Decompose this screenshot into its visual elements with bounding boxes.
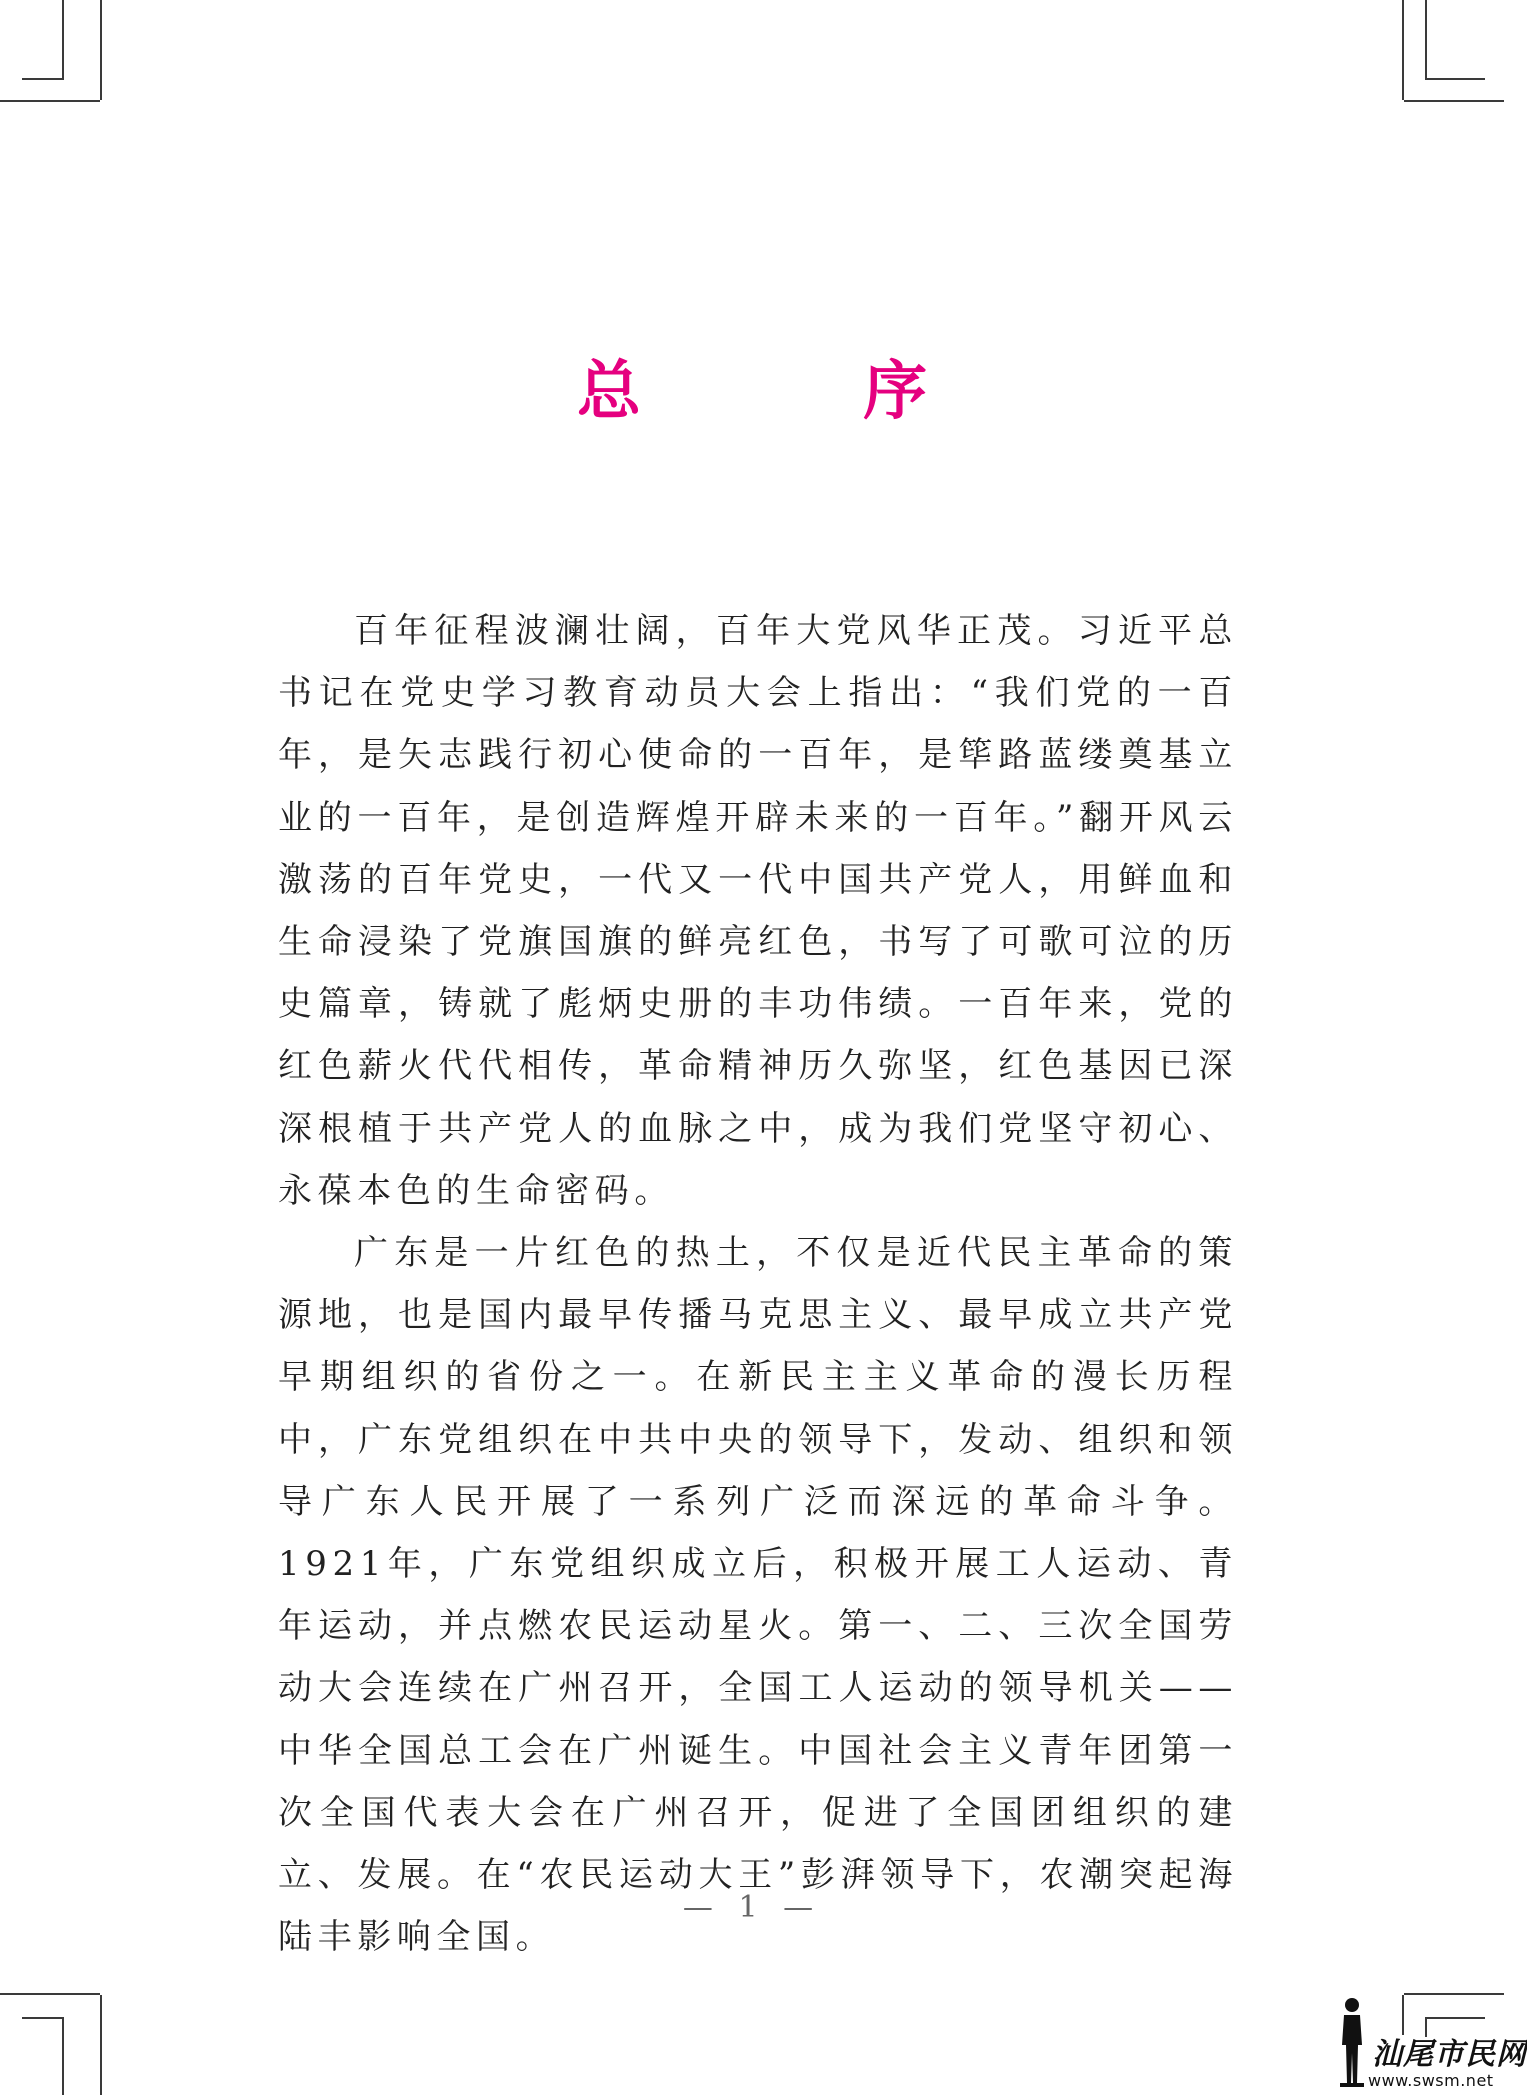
person-silhouette-icon xyxy=(1338,1995,1366,2087)
crop-mark-top-right-h2 xyxy=(1425,78,1485,80)
watermark-logo xyxy=(1338,1995,1527,2095)
page-number: — 1 — xyxy=(682,1890,822,1925)
crop-mark-top-left-h2 xyxy=(22,78,64,80)
page-title: 总 序 xyxy=(576,355,1028,429)
crop-mark-top-left-v2 xyxy=(62,0,64,78)
watermark-url: www.swsm.net xyxy=(1368,2071,1494,2090)
crop-mark-bottom-left-v xyxy=(100,1995,102,2095)
crop-mark-bottom-left-h xyxy=(0,1993,100,1995)
crop-mark-top-right-v xyxy=(1402,0,1404,100)
crop-mark-top-right-v2 xyxy=(1425,0,1427,78)
body-text xyxy=(278,600,1238,1968)
crop-mark-bottom-left-v2 xyxy=(62,2017,64,2095)
crop-mark-bottom-left-h2 xyxy=(22,2017,64,2019)
crop-mark-top-right-h xyxy=(1404,100,1504,102)
crop-mark-top-left-v xyxy=(100,0,102,100)
crop-mark-top-left-h xyxy=(0,100,100,102)
watermark-logo-text: 汕尾市民网 xyxy=(1372,2037,1527,2072)
paragraph-2: 广东是一片红色的热土，不仅是近代民主革命的策源地，也是国内最早传播马克思主义、最早成立共产党早期组织的省份之一。在新民主主义革命的漫长历程中，广东党组织在中共中央的领导下，发动、组织和领导广东人民开展了一系列广泛而深远的革命斗争。1921年，广东党组织成立后，积极开展工人运动、青年运动，并点燃农民运动星火。第一、二、三次全国劳动大会连续在广州召开，全国工人运动的领导机关——中华全国总工会在广州诞生。中国社会主义青年团第一次全国代表大会在广州召开，促进了全国团组织的建立、发展。在“农民运动大王”彭湃领导下，农潮突起海陆丰影响全国。 xyxy=(278,1233,1238,1958)
paragraph-1: 百年征程波澜壮阔，百年大党风华正茂。习近平总书记在党史学习教育动员大会上指出：“我们党的一百年，是矢志践行初心使命的一百年，是筚路蓝缕奠基立业的一百年，是创造辉煌开辟未来的一百年。”翻开风云激荡的百年党史，一代又一代中国共产党人，用鲜血和生命浸染了党旗国旗的鲜亮红色，书写了可歌可泣的历史篇章，铸就了彪炳史册的丰功伟绩。一百年来，党的红色薪火代代相传，革命精神历久弥坚，红色基因已深深根植于共产党人的血脉之中，成为我们党坚守初心、永葆本色的生命密码。 xyxy=(278,611,1238,1211)
